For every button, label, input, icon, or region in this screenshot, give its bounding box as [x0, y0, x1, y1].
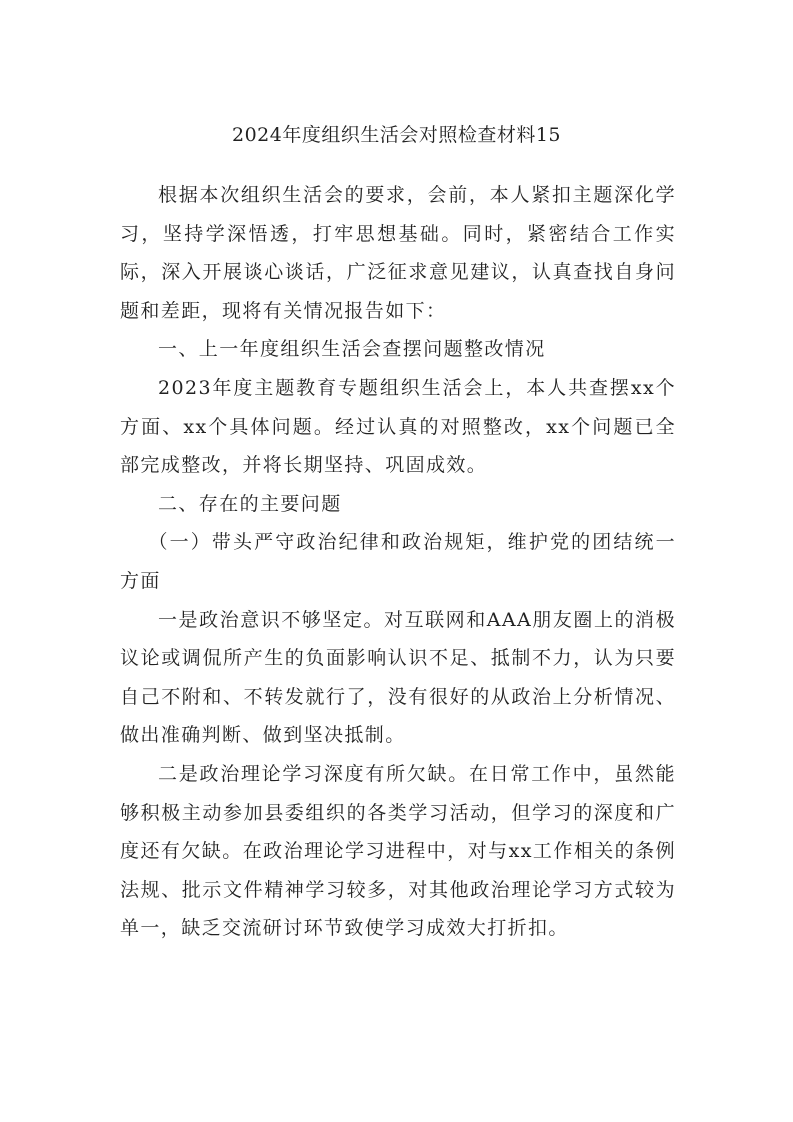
section-heading-2: 二、存在的主要问题 [158, 492, 342, 515]
section-1-paragraph: 2023年度主题教育专题组织生活会上，本人共查摆xx个方面、xx个具体问题。经过认真的对照整改，xx个问题已全部完成整改，并将长期坚持、巩固成效。 [120, 376, 676, 477]
point-paragraph-2: 二是政治理论学习深度有所欠缺。在日常工作中，虽然能够积极主动参加县委组织的各类学习活动，但学习的深度和广度还有欠缺。在政治理论学习进程中，对与xx工作相关的条例法规、批示文件精神学习较多，对其他政治理论学习方式较为单一，缺乏交流研讨环节致使学习成效大打折扣。 [120, 762, 676, 940]
document-title: 2024年度组织生活会对照检查材料15 [231, 124, 562, 146]
document-body [120, 176, 676, 948]
intro-paragraph: 根据本次组织生活会的要求，会前，本人紧扣主题深化学习，坚持学深悟透，打牢思想基础。同时，紧密结合工作实际，深入开展谈心谈话，广泛征求意见建议，认真查找自身问题和差距，现将有关情况报告如下： [120, 184, 676, 322]
point-paragraph-1: 一是政治意识不够坚定。对互联网和AAA朋友圈上的消极议论或调侃所产生的负面影响认识不足、抵制不力，认为只要自己不附和、不转发就行了，没有很好的从政治上分析情况、做出准确判断、做到坚决抵制。 [120, 608, 676, 747]
subsection-heading-1: （一）带头严守政治纪律和政治规矩，维护党的团结统一方面 [120, 531, 676, 592]
section-heading-1: 一、上一年度组织生活会查摆问题整改情况 [158, 338, 546, 361]
